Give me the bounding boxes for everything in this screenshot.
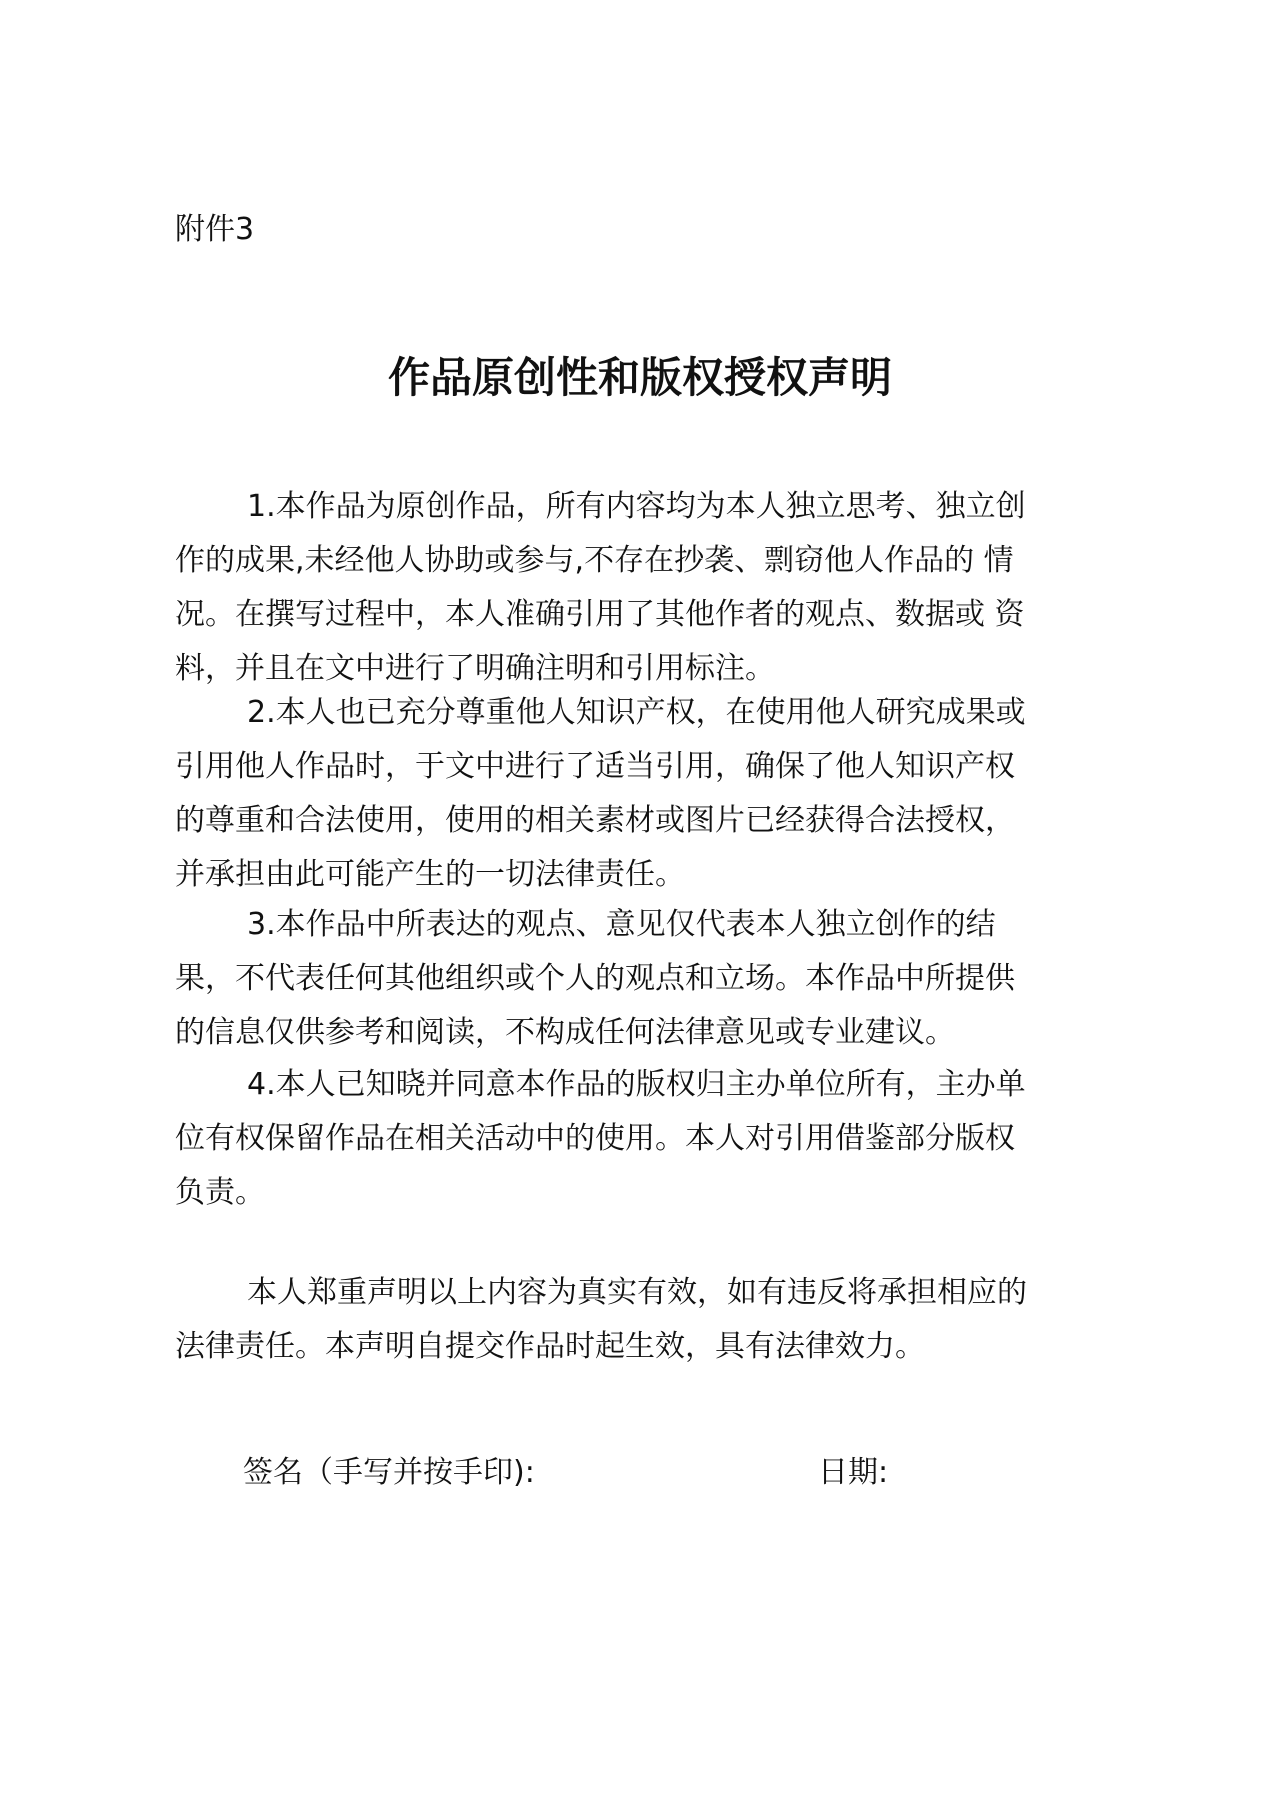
signature-row <box>0 1448 1280 1498</box>
clause-2-line: 2.本人也已充分尊重他人知识产权，在使用他人研究成果或 <box>247 695 1026 730</box>
clause-2 <box>175 686 1130 902</box>
clause-4 <box>175 1058 1130 1220</box>
declaration <box>175 1266 1130 1374</box>
clause-3 <box>175 898 1130 1060</box>
declaration-line: 本人郑重声明以上内容为真实有效，如有违反将承担相应的 <box>247 1275 1027 1310</box>
clause-1 <box>175 480 1130 696</box>
clause-1-line: 1.本作品为原创作品，所有内容均为本人独立思考、独立创 <box>247 489 1026 524</box>
clause-1-line: 况。在撰写过程中，本人准确引用了其他作者的观点、数据或 资 <box>175 597 1025 632</box>
clause-3-line: 果，不代表任何其他组织或个人的观点和立场。本作品中所提供 <box>175 961 1015 996</box>
attachment-label: 附件3 <box>175 212 255 247</box>
declaration-line: 法律责任。本声明自提交作品时起生效，具有法律效力。 <box>175 1329 925 1364</box>
date-label: 日期: <box>818 1455 889 1490</box>
clause-2-line: 的尊重和合法使用，使用的相关素材或图片已经获得合法授权， <box>175 803 1015 838</box>
clause-3-line: 3.本作品中所表达的观点、意见仅代表本人独立创作的结 <box>247 907 996 942</box>
clause-1-line: 作的成果,未经他人协助或参与,不存在抄袭、剽窃他人作品的 情 <box>175 543 1014 578</box>
clause-3-line: 的信息仅供参考和阅读，不构成任何法律意见或专业建议。 <box>175 1015 955 1050</box>
clause-2-line: 并承担由此可能产生的一切法律责任。 <box>175 857 685 892</box>
clause-4-line: 4.本人已知晓并同意本作品的版权归主办单位所有，主办单 <box>247 1067 1026 1102</box>
clause-4-line: 位有权保留作品在相关活动中的使用。本人对引用借鉴部分版权 <box>175 1121 1015 1156</box>
signature-label: 签名（手写并按手印): <box>243 1455 535 1490</box>
clause-1-line: 料，并且在文中进行了明确注明和引用标注。 <box>175 651 775 686</box>
clause-4-line: 负责。 <box>175 1175 265 1210</box>
page-title: 作品原创性和版权授权声明 <box>387 353 892 402</box>
clause-2-line: 引用他人作品时，于文中进行了适当引用，确保了他人知识产权 <box>175 749 1015 784</box>
